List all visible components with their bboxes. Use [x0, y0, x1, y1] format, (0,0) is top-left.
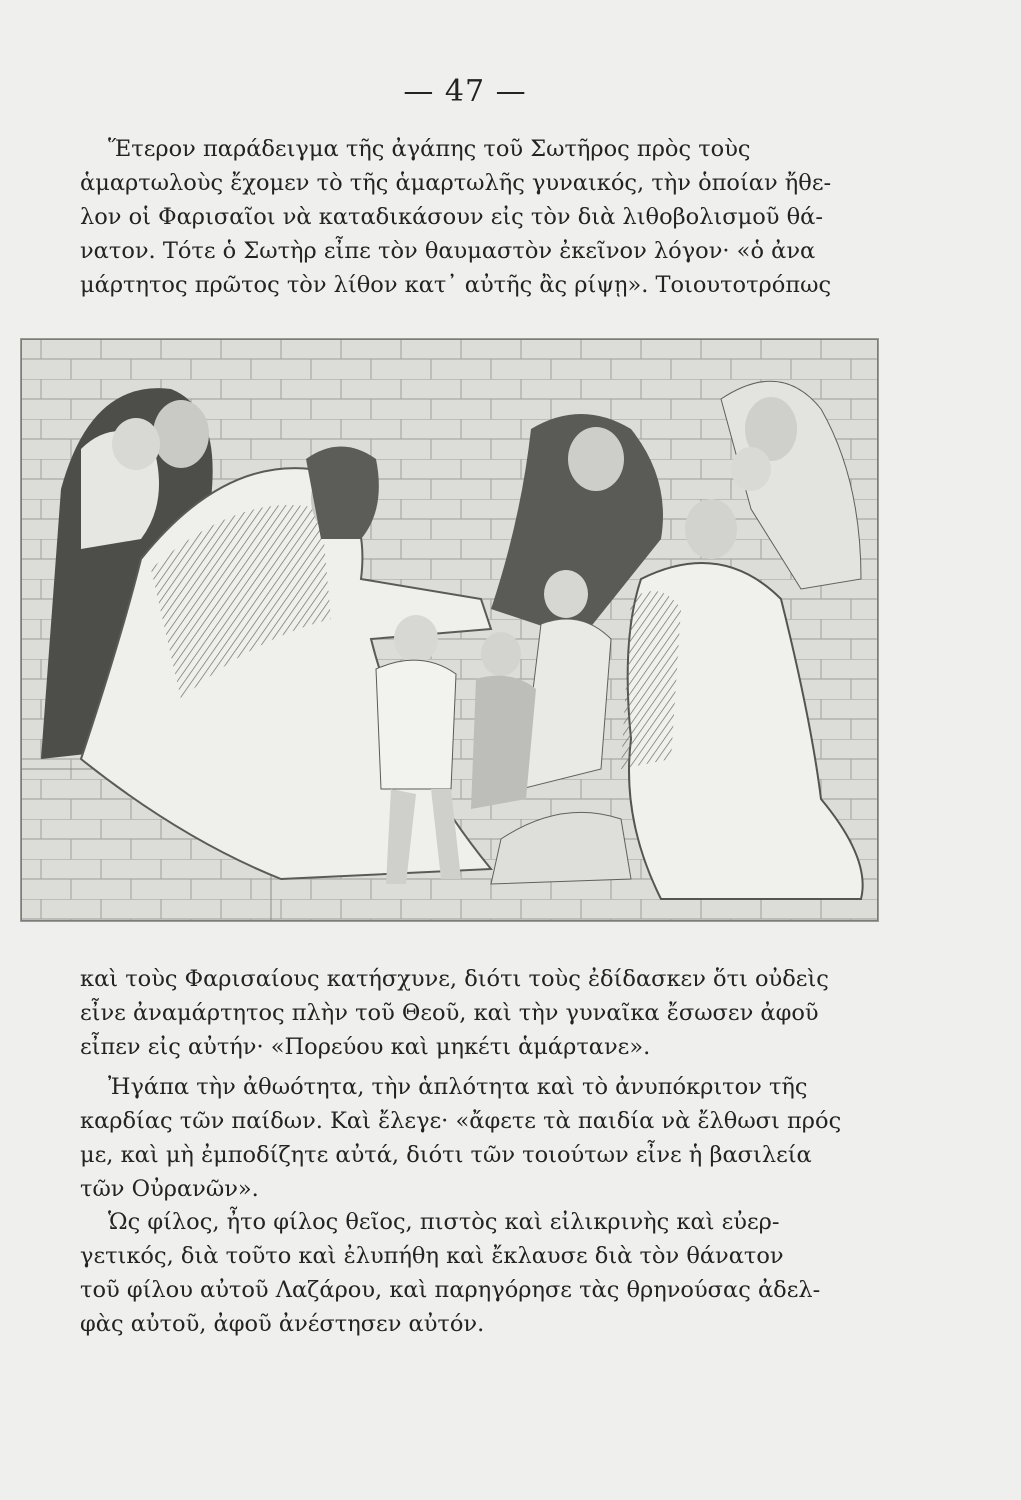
text-line: καὶ τοὺς Φαρισαίους κατήσχυνε, διότι τοὺς ἐδίδασκεν ὅτι οὐδεὶς — [80, 966, 829, 992]
text-line: μάρτητος πρῶτος τὸν λίθον κατ᾽ αὐτῆς ἂς ρίψῃ». Τοιουτοτρόπως — [80, 272, 832, 298]
engraving-image — [21, 339, 878, 921]
paragraph-love-of-children — [80, 1070, 860, 1206]
paragraph-friend-lazarus — [80, 1205, 860, 1341]
text-line: καρδίας τῶν παίδων. Καὶ ἔλεγε· «ἄφετε τὰ παιδία νὰ ἔλθωσι πρός — [80, 1108, 842, 1134]
text-line: εἶπεν εἰς αὐτήν· «Πορεύου καὶ μηκέτι ἁμάρτανε». — [80, 1034, 651, 1060]
text-line: τῶν Οὐρανῶν». — [80, 1176, 259, 1202]
text-line: τοῦ φίλου αὐτοῦ Λαζάρου, καὶ παρηγόρησε τὰς θρηνούσας ἀδελ- — [80, 1277, 821, 1303]
paragraph-pharisees-shamed — [80, 962, 860, 1064]
illustration-christ-with-children — [20, 338, 879, 922]
text-line: λον οἱ Φαρισαῖοι νὰ καταδικάσουν εἰς τὸν διὰ λιθοβολισμοῦ θά- — [80, 204, 823, 230]
text-line: φὰς αὐτοῦ, ἀφοῦ ἀνέστησεν αὐτόν. — [80, 1311, 485, 1337]
text-line: γετικός, διὰ τοῦτο καὶ ἐλυπήθη καὶ ἔκλαυσε διὰ τὸν θάνατον — [80, 1243, 784, 1269]
text-line: ἁμαρτωλοὺς ἔχομεν τὸ τῆς ἁμαρτωλῆς γυναικός, τὴν ὁποίαν ἤθε- — [80, 170, 832, 196]
text-line: Ὡς φίλος, ἦτο φίλος θεῖος, πιστὸς καὶ εἰλικρινὴς καὶ εὐερ- — [108, 1209, 780, 1235]
text-line: Ἠγάπα τὴν ἀθωότητα, τὴν ἁπλότητα καὶ τὸ ἀνυπόκριτον τῆς — [108, 1074, 808, 1100]
text-line: Ἕτερον παράδειγμα τῆς ἀγάπης τοῦ Σωτῆρος πρὸς τοὺς — [108, 136, 751, 162]
text-line: εἶνε ἀναμάρτητος πλὴν τοῦ Θεοῦ, καὶ τὴν γυναῖκα ἔσωσεν ἀφοῦ — [80, 1000, 819, 1026]
text-line: με, καὶ μὴ ἐμποδίζητε αὐτά, διότι τῶν τοιούτων εἶνε ἡ βασιλεία — [80, 1142, 812, 1168]
paragraph-pharisees-example — [80, 132, 860, 302]
page-number: — 47 — — [403, 74, 527, 109]
text-line: νατον. Τότε ὁ Σωτὴρ εἶπε τὸν θαυμαστὸν ἐκεῖνον λόγον· «ὁ ἀνα — [80, 238, 816, 264]
